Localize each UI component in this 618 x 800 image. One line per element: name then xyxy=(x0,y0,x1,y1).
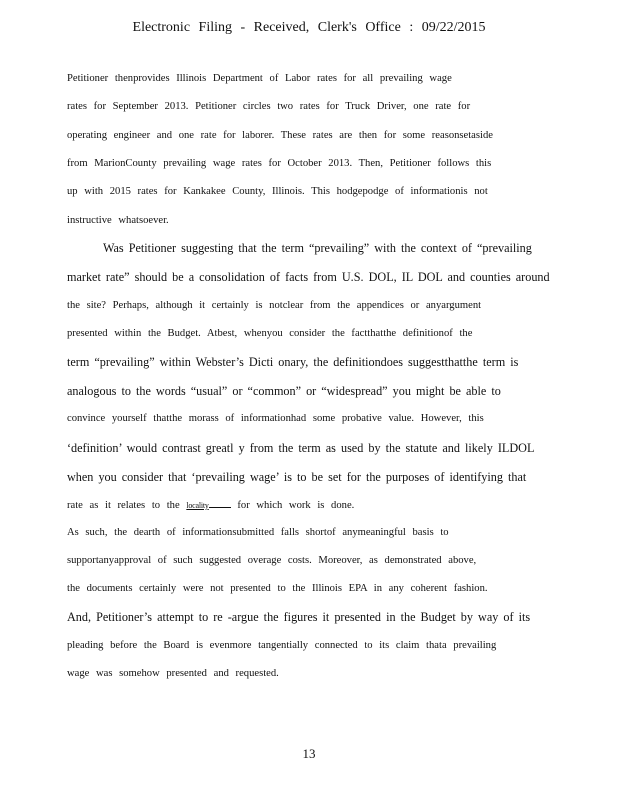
body-line: analogous to the words “usual” or “common” or “widespread” you might be able to xyxy=(67,384,501,398)
body-line: convince yourself thatthe morass of informationhad some probative value. However, this xyxy=(67,413,484,424)
body-line-start: rate as it relates to the xyxy=(67,500,180,511)
body-line: operating engineer and one rate for laborer. These rates are then for some reasonsetaside xyxy=(67,130,493,141)
body-line: As such, the dearth of informationsubmitted falls shortof anymeaningful basis to xyxy=(67,527,449,538)
body-line: And, Petitioner’s attempt to re -argue the figures it presented in the Budget by way of its xyxy=(67,610,531,624)
body-line: when you consider that ‘prevailing wage’ is to be set for the purposes of identifying that xyxy=(67,470,527,484)
filing-header: Electronic Filing - Received, Clerk's Office : 09/22/2015 xyxy=(132,20,486,35)
body-line: from MarionCounty prevailing wage rates for October 2013. Then, Petitioner follows this xyxy=(67,158,492,169)
page-number: 13 xyxy=(302,746,316,761)
body-line: supportanyapproval of such suggested overage costs. Moreover, as demonstrated above, xyxy=(67,555,477,566)
locality-blank-underline xyxy=(209,498,231,508)
body-line: instructive whatsoever. xyxy=(67,215,169,226)
body-line: rates for September 2013. Petitioner circles two rates for Truck Driver, one rate for xyxy=(67,101,471,112)
body-line: the site? Perhaps, although it certainly is notclear from the appendices or anyargument xyxy=(67,300,482,311)
body-line-end: for which work is done. xyxy=(237,500,355,511)
body-line: pleading before the Board is evenmore tangentially connected to its claim thata prevailing xyxy=(67,640,497,651)
body-line-locality xyxy=(67,498,537,511)
body-line: ‘definition’ would contrast greatl y from the term as used by the statute and likely ILDOL xyxy=(67,441,535,455)
body-line: the documents certainly were not presented to the Illinois EPA in any coherent fashion. xyxy=(67,583,488,594)
body-line: wage was somehow presented and requested. xyxy=(67,668,279,679)
body-line: Was Petitioner suggesting that the term “prevailing” with the context of “prevailing xyxy=(103,241,532,255)
locality-underlined-word: locality xyxy=(186,501,209,510)
body-line: up with 2015 rates for Kankakee County, Illinois. This hodgepodge of informationis not xyxy=(67,186,488,197)
body-line: Petitioner thenprovides Illinois Department of Labor rates for all prevailing wage xyxy=(67,73,452,84)
body-line: presented within the Budget. Atbest, whenyou consider the factthatthe definitionof the xyxy=(67,328,473,339)
body-line: term “prevailing” within Webster’s Dicti onary, the definitiondoes suggestthatthe term is xyxy=(67,355,519,369)
body-line: market rate” should be a consolidation of facts from U.S. DOL, IL DOL and counties around xyxy=(67,270,550,284)
